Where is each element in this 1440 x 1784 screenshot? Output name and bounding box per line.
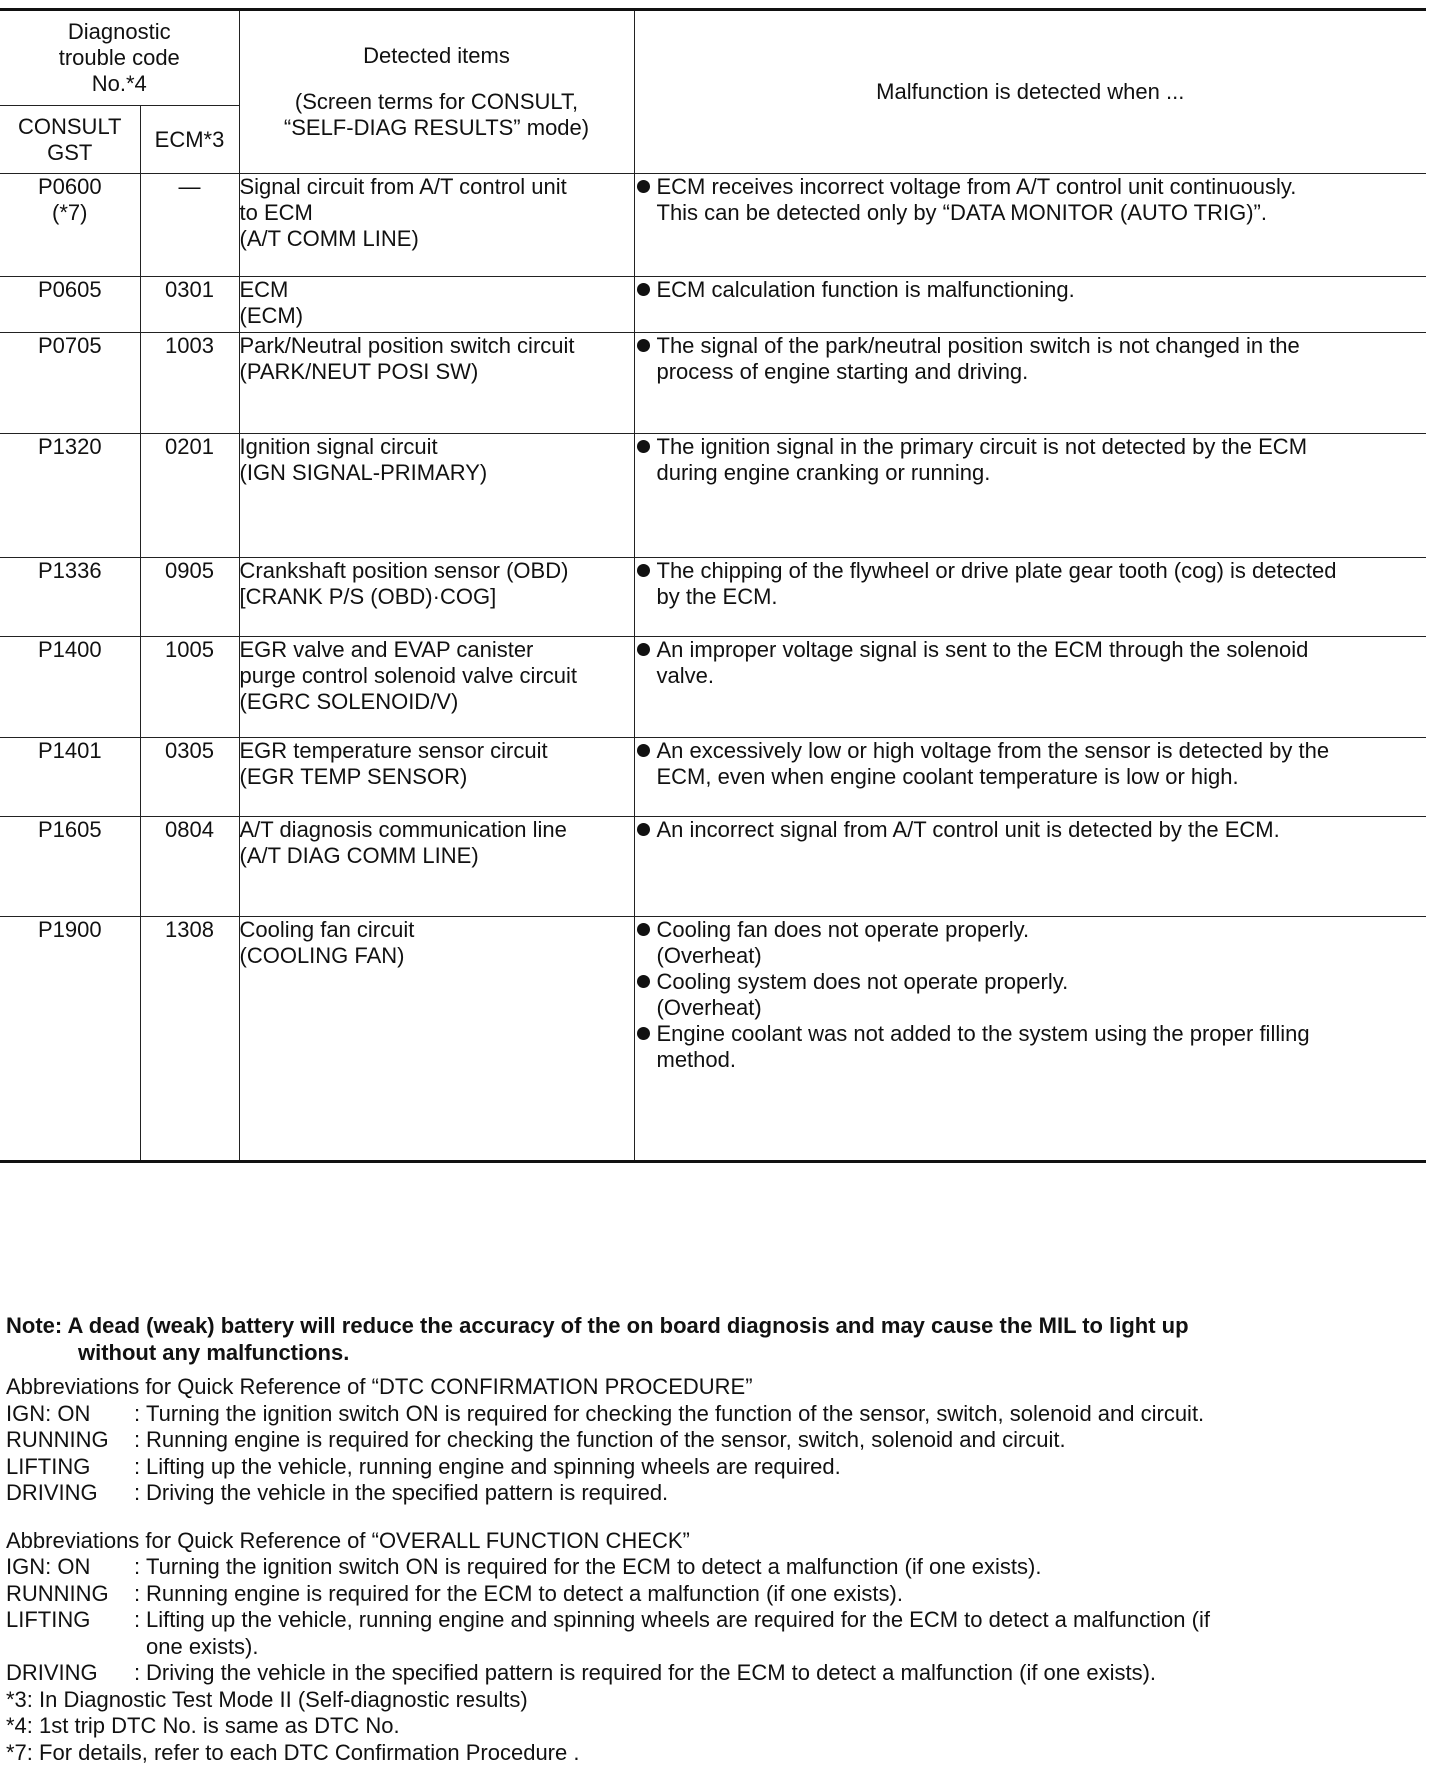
abbreviation-description (146, 1581, 1426, 1608)
table-header-row (0, 10, 1426, 106)
detected-item-line: Ignition signal circuit (239, 434, 438, 459)
abbreviation-key: LIFTING (6, 1453, 91, 1479)
malfunction-cell (634, 277, 1426, 333)
abbreviation-row (6, 1660, 1426, 1687)
ecm-code: 0301 (165, 277, 214, 302)
dtc-code: P0705 (37, 333, 102, 358)
abbreviation-description-line: Running engine is required for the ECM to detect a malfunction (if one exists). (146, 1580, 903, 1606)
dtc-code: (*7) (52, 200, 88, 225)
ecm-code-cell (140, 637, 239, 738)
abbreviation-description-line: Lifting up the vehicle, running engine and spinning wheels are required for the ECM to detect a malfunction (if (146, 1607, 1210, 1632)
malfunction-text: An incorrect signal from A/T control unit is detected by the ECM. (656, 817, 1280, 842)
abbreviation-separator: : (134, 1400, 141, 1426)
abbreviation-description-line: Running engine is required for checking the function of the sensor, switch, solenoid and circuit. (146, 1427, 1066, 1452)
dtc-code-cell (0, 558, 140, 637)
abbreviation-description-line: one exists). (146, 1633, 259, 1659)
detected-item-line: (EGRC SOLENOID/V) (239, 689, 459, 714)
table-row (0, 817, 1426, 917)
malfunction-text: by the ECM. (656, 584, 778, 609)
detected-item-cell (239, 817, 634, 917)
detected-item-cell (239, 434, 634, 558)
detected-item-line: [CRANK P/S (OBD)·COG] (239, 584, 497, 609)
abbreviation-row (6, 1480, 1426, 1507)
detected-item-line: (IGN SIGNAL-PRIMARY) (239, 460, 488, 485)
header-dtc-line: Diagnostic (67, 19, 171, 44)
header-consult-gst (0, 106, 140, 174)
detected-item-line: (A/T COMM LINE) (239, 226, 419, 251)
malfunction-item (635, 434, 1427, 486)
dtc-code-cell (0, 434, 140, 558)
header-detected-title: Detected items (363, 43, 510, 68)
ecm-code: 1003 (165, 333, 214, 358)
detected-item-cell (239, 174, 634, 277)
dtc-code: P0600 (37, 174, 102, 199)
malfunction-text: Cooling system does not operate properly. (656, 969, 1069, 994)
dtc-code: P1900 (37, 917, 102, 942)
ecm-code: 0804 (165, 817, 214, 842)
malfunction-list (635, 277, 1427, 303)
header-detected-sub: “SELF-DIAG RESULTS” mode) (283, 115, 590, 140)
detected-item-line: to ECM (239, 200, 313, 225)
malfunction-item (635, 333, 1427, 385)
malfunction-list (635, 637, 1427, 689)
malfunction-list (635, 333, 1427, 385)
dtc-code: P1401 (37, 738, 102, 763)
malfunction-item (635, 917, 1427, 969)
detected-item-line: Park/Neutral position switch circuit (239, 333, 575, 358)
bullet-icon (637, 180, 650, 193)
malfunction-item (635, 277, 1427, 303)
malfunction-text: The signal of the park/neutral position switch is not changed in the (656, 333, 1300, 358)
dtc-table-body (0, 174, 1426, 1162)
detected-item-line: (COOLING FAN) (239, 943, 405, 968)
malfunction-text: Cooling fan does not operate properly. (656, 917, 1030, 942)
detected-item-line: ECM (239, 277, 289, 302)
ecm-code-cell (140, 917, 239, 1162)
abbreviation-row (6, 1607, 1426, 1660)
malfunction-text: during engine cranking or running. (656, 460, 991, 485)
detected-item-line: purge control solenoid valve circuit (239, 663, 578, 688)
detected-item-line: (PARK/NEUT POSI SW) (239, 359, 479, 384)
dtc-code: P1320 (37, 434, 102, 459)
abbreviation-key: IGN: ON (6, 1400, 91, 1426)
notes-section (6, 1313, 1426, 1766)
malfunction-cell (634, 558, 1426, 637)
malfunction-list (635, 917, 1427, 1073)
table-row (0, 174, 1426, 277)
detected-item-cell (239, 738, 634, 817)
dtc-code: P0605 (37, 277, 102, 302)
abbreviation-description (146, 1401, 1426, 1428)
detected-item-line: (ECM) (239, 303, 304, 328)
abbreviation-separator: : (134, 1580, 141, 1606)
abbreviation-key: DRIVING (6, 1480, 98, 1505)
section-title: Abbreviations for Quick Reference of “DTC CONFIRMATION PROCEDURE” (6, 1374, 753, 1399)
bullet-icon (637, 823, 650, 836)
abbreviation-description-line: Turning the ignition switch ON is required for checking the function of the sensor, switch, solenoid and circuit. (146, 1400, 1205, 1426)
ecm-code-cell (140, 174, 239, 277)
malfunction-text: ECM receives incorrect voltage from A/T control unit continuously. (656, 174, 1297, 199)
footnote: *4: 1st trip DTC No. is same as DTC No. (6, 1713, 400, 1738)
malfunction-item (635, 738, 1427, 790)
malfunction-text: ECM, even when engine coolant temperature is low or high. (656, 764, 1239, 789)
abbreviation-description-line: Driving the vehicle in the specified pattern is required for the ECM to detect a malfunction (if one exists). (146, 1660, 1157, 1685)
malfunction-cell (634, 434, 1426, 558)
dtc-confirmation-abbreviations (6, 1374, 1426, 1507)
footnote: *3: In Diagnostic Test Mode II (Self-diagnostic results) (6, 1686, 528, 1712)
abbreviation-separator: : (134, 1427, 141, 1452)
battery-note (6, 1313, 1426, 1366)
table-row (0, 558, 1426, 637)
detected-item-line: Cooling fan circuit (239, 917, 415, 942)
abbreviation-separator: : (134, 1607, 141, 1632)
abbreviation-description-line: Driving the vehicle in the specified pattern is required. (146, 1480, 669, 1505)
detected-item-cell (239, 558, 634, 637)
dtc-code-cell (0, 637, 140, 738)
detected-item-cell (239, 917, 634, 1162)
ecm-code-cell (140, 277, 239, 333)
detected-item-line: EGR temperature sensor circuit (239, 738, 548, 763)
abbreviation-key: RUNNING (6, 1427, 109, 1452)
footnote: *7: For details, refer to each DTC Confirmation Procedure . (6, 1739, 580, 1765)
abbreviation-key: RUNNING (6, 1580, 109, 1606)
abbreviation-description (146, 1427, 1426, 1454)
malfunction-list (635, 817, 1427, 843)
detected-item-line: Signal circuit from A/T control unit (239, 174, 567, 199)
malfunction-item (635, 1021, 1427, 1073)
header-dtc-line: No.*4 (91, 71, 147, 96)
bullet-icon (637, 643, 650, 656)
malfunction-cell (634, 637, 1426, 738)
table-row (0, 637, 1426, 738)
malfunction-item (635, 969, 1427, 1021)
dtc-code-cell (0, 174, 140, 277)
ecm-code-cell (140, 333, 239, 434)
malfunction-list (635, 558, 1427, 610)
detected-item-line: EGR valve and EVAP canister (239, 637, 534, 662)
malfunction-item (635, 558, 1427, 610)
malfunction-text: (Overheat) (656, 995, 762, 1020)
abbreviation-description (146, 1480, 1426, 1507)
ecm-code: 0305 (165, 738, 214, 763)
abbreviation-separator: : (134, 1453, 141, 1479)
ecm-code: 1005 (165, 637, 214, 662)
table-row (0, 434, 1426, 558)
header-dtc-group (0, 10, 239, 106)
ecm-code: 0201 (165, 434, 214, 459)
malfunction-list (635, 434, 1427, 486)
bullet-icon (637, 440, 650, 453)
dtc-code-cell (0, 333, 140, 434)
header-consult-line: CONSULT (18, 113, 122, 139)
header-detected-sub: (Screen terms for CONSULT, (294, 89, 579, 114)
abbreviation-row (6, 1454, 1426, 1481)
detected-item-line: A/T diagnosis communication line (239, 817, 567, 842)
malfunction-text: An excessively low or high voltage from the sensor is detected by the (656, 738, 1330, 763)
malfunction-text: valve. (656, 663, 714, 688)
malfunction-text: Engine coolant was not added to the system using the proper filling (656, 1021, 1310, 1046)
dtc-code-cell (0, 738, 140, 817)
abbreviation-row (6, 1554, 1426, 1581)
bullet-icon (637, 975, 650, 988)
dtc-code: P1400 (37, 637, 102, 662)
detected-item-cell (239, 637, 634, 738)
abbreviation-key: DRIVING (6, 1660, 98, 1685)
malfunction-list (635, 174, 1427, 226)
malfunction-text: The ignition signal in the primary circuit is not detected by the ECM (656, 434, 1308, 459)
table-row (0, 333, 1426, 434)
bullet-icon (637, 923, 650, 936)
ecm-code: 1308 (165, 917, 214, 942)
dtc-code: P1605 (37, 817, 102, 842)
abbreviation-description-line: Turning the ignition switch ON is required for the ECM to detect a malfunction (if one exists). (146, 1554, 1042, 1579)
malfunction-text: This can be detected only by “DATA MONITOR (AUTO TRIG)”. (656, 200, 1267, 225)
ecm-code-cell (140, 434, 239, 558)
malfunction-list (635, 738, 1427, 790)
detected-item-cell (239, 277, 634, 333)
header-ecm (140, 106, 239, 174)
bullet-icon (637, 744, 650, 757)
detected-item-cell (239, 333, 634, 434)
ecm-code: 0905 (165, 558, 214, 583)
dtc-code: P1336 (37, 558, 102, 583)
section-title: Abbreviations for Quick Reference of “OVERALL FUNCTION CHECK” (6, 1527, 690, 1553)
malfunction-item (635, 637, 1427, 689)
battery-note-line: Note: A dead (weak) battery will reduce the accuracy of the on board diagnosis and may cause the MIL to light up (6, 1313, 1189, 1338)
detected-item-line: Crankshaft position sensor (OBD) (239, 558, 569, 583)
footnotes (6, 1687, 1426, 1767)
malfunction-item (635, 817, 1427, 843)
table-row (0, 277, 1426, 333)
header-malfunction (634, 10, 1426, 174)
dtc-table (0, 8, 1426, 1163)
abbreviation-separator: : (134, 1554, 141, 1579)
bullet-icon (637, 564, 650, 577)
bullet-icon (637, 339, 650, 352)
table-row (0, 738, 1426, 817)
header-dtc-line: trouble code (58, 45, 180, 70)
ecm-code-cell (140, 817, 239, 917)
header-consult-line: GST (47, 139, 93, 165)
abbreviation-description (146, 1607, 1426, 1660)
abbreviation-row (6, 1427, 1426, 1454)
abbreviation-description-line: Lifting up the vehicle, running engine and spinning wheels are required. (146, 1453, 841, 1479)
ecm-code-cell (140, 558, 239, 637)
overall-check-abbreviations (6, 1528, 1426, 1687)
abbreviation-key: LIFTING (6, 1607, 91, 1632)
dtc-code-cell (0, 917, 140, 1162)
malfunction-cell (634, 917, 1426, 1162)
dtc-code-cell (0, 277, 140, 333)
header-detected-items (239, 10, 634, 174)
abbreviation-description (146, 1454, 1426, 1481)
abbreviation-row (6, 1401, 1426, 1428)
malfunction-text: The chipping of the flywheel or drive plate gear tooth (cog) is detected (656, 558, 1337, 583)
malfunction-text: ECM calculation function is malfunctioning. (656, 277, 1075, 302)
detected-item-line: (EGR TEMP SENSOR) (239, 764, 468, 789)
abbreviation-description (146, 1660, 1426, 1687)
dtc-code-cell (0, 817, 140, 917)
malfunction-cell (634, 817, 1426, 917)
ecm-code-cell (140, 738, 239, 817)
malfunction-text: An improper voltage signal is sent to the ECM through the solenoid (656, 637, 1309, 662)
malfunction-cell (634, 333, 1426, 434)
malfunction-item (635, 174, 1427, 226)
abbreviation-separator: : (134, 1480, 141, 1505)
battery-note-line: without any malfunctions. (78, 1339, 350, 1365)
ecm-code: — (178, 174, 201, 199)
abbreviation-key: IGN: ON (6, 1554, 91, 1579)
detected-item-line: (A/T DIAG COMM LINE) (239, 843, 479, 868)
header-malfunction-label: Malfunction is detected when ... (876, 79, 1185, 104)
header-ecm-label: ECM*3 (154, 126, 225, 152)
abbreviation-row (6, 1581, 1426, 1608)
malfunction-cell (634, 738, 1426, 817)
bullet-icon (637, 1027, 650, 1040)
malfunction-cell (634, 174, 1426, 277)
malfunction-text: (Overheat) (656, 943, 762, 968)
malfunction-text: process of engine starting and driving. (656, 359, 1029, 384)
table-row (0, 917, 1426, 1162)
abbreviation-separator: : (134, 1660, 141, 1685)
abbreviation-description (146, 1554, 1426, 1581)
malfunction-text: method. (656, 1047, 736, 1072)
bullet-icon (637, 283, 650, 296)
